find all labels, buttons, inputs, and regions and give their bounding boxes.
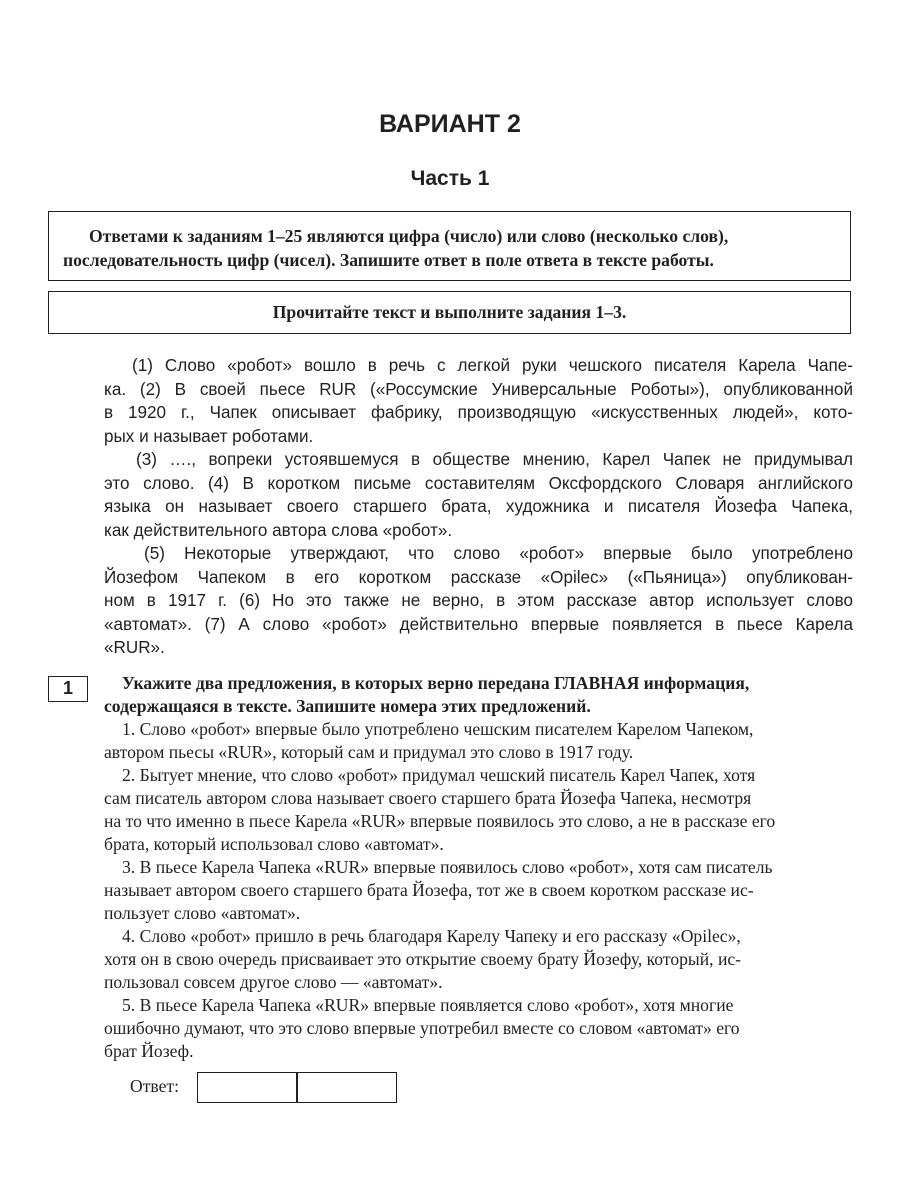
option-line: брата, который использовал слово «автомат». — [104, 834, 444, 854]
text-line: (3) …., вопреки устоявшемуся в обществе мнению, Карел Чапек не придумывал — [136, 450, 853, 469]
instruction-box — [48, 211, 851, 281]
answer-label: Ответ: — [130, 1076, 179, 1096]
text-line: (1) Слово «робот» вошло в речь с легкой руки чешского писателя Карела Чапе- — [132, 356, 853, 375]
option-line: называет автором своего старшего брата Йозефа, тот же в своем коротком рассказе ис- — [104, 880, 754, 900]
text-line: это слово. (4) В коротком письме составителям Оксфордского Словаря английского — [104, 473, 853, 493]
answer-cell-2[interactable] — [296, 1072, 397, 1103]
text-line: как действительного автора слова «робот». — [104, 520, 453, 540]
question-number: 1 — [48, 676, 88, 702]
option-line: сам писатель автором слова называет своего старшего брата Йозефа Чапека, несмотря — [104, 788, 752, 808]
instruction-line: последовательность цифр (чисел). Запишите ответ в поле ответа в тексте работы. — [63, 250, 714, 270]
question-prompt-line: Укажите два предложения, в которых верно передана ГЛАВНАЯ информация, — [122, 673, 750, 693]
option-line: 5. В пьесе Карела Чапека «RUR» впервые появляется слово «робот», хотя многие — [122, 995, 734, 1015]
text-line: ка. (2) В своей пьесе RUR («Россумские Универсальные Роботы»), опубликованной — [104, 379, 853, 399]
option-line: 1. Слово «робот» впервые было употреблено чешским писателем Карелом Чапеком, — [122, 719, 754, 739]
task-instruction-box: Прочитайте текст и выполните задания 1–3. — [48, 291, 851, 334]
option-line: 4. Слово «робот» пришло в речь благодаря Карелу Чапеку и его рассказу «Opilec», — [122, 926, 741, 946]
option-line: пользует слово «автомат». — [104, 903, 301, 923]
text-line: ном в 1917 г. (6) Но это также не верно, в этом рассказе автор использует слово — [104, 591, 853, 610]
option-line: 3. В пьесе Карела Чапека «RUR» впервые появилось слово «робот», хотя сам писатель — [122, 857, 773, 877]
option-line: брат Йозеф. — [104, 1041, 194, 1061]
option-line: ошибочно думают, что это слово впервые употребил вместе со словом «автомат» его — [104, 1018, 740, 1038]
question-1 — [104, 672, 853, 1063]
question-prompt-line: содержащаяся в тексте. Запишите номера этих предложений. — [104, 696, 591, 716]
instruction-line: Ответами к заданиям 1–25 являются цифра (число) или слово (несколько слов), — [89, 226, 729, 246]
text-line: в 1920 г., Чапек описывает фабрику, производящую «искусственных людей», кото- — [104, 403, 853, 422]
text-line: рых и называет роботами. — [104, 426, 314, 446]
text-line: «автомат». (7) А слово «робот» действительно впервые появляется в пьесе Карела — [104, 614, 853, 634]
option-line: автором пьесы «RUR», который сам и придумал это слово в 1917 году. — [104, 742, 634, 762]
text-line: «RUR». — [104, 638, 165, 657]
variant-title: ВАРИАНТ 2 — [379, 110, 521, 138]
part-title: Часть 1 — [410, 167, 490, 190]
text-line: (5) Некоторые утверждают, что слово «робот» впервые было употреблено — [144, 544, 853, 563]
reading-text — [104, 354, 853, 660]
option-line: на то что именно в пьесе Карела «RUR» впервые появилось это слово, а не в рассказе его — [104, 811, 776, 831]
option-line: хотя он в свою очередь присваивает это открытие своему брату Йозефу, который, ис- — [104, 949, 742, 969]
text-line: языка он называет своего старшего брата, художника и писателя Йозефа Чапека, — [104, 497, 853, 516]
answer-cell-1[interactable] — [197, 1072, 298, 1103]
option-line: пользовал совсем другое слово — «автомат». — [104, 972, 443, 992]
text-line: Йозефом Чапеком в его коротком рассказе «Opilec» («Пьяница») опубликован- — [104, 567, 853, 587]
option-line: 2. Бытует мнение, что слово «робот» придумал чешский писатель Карел Чапек, хотя — [122, 765, 756, 785]
